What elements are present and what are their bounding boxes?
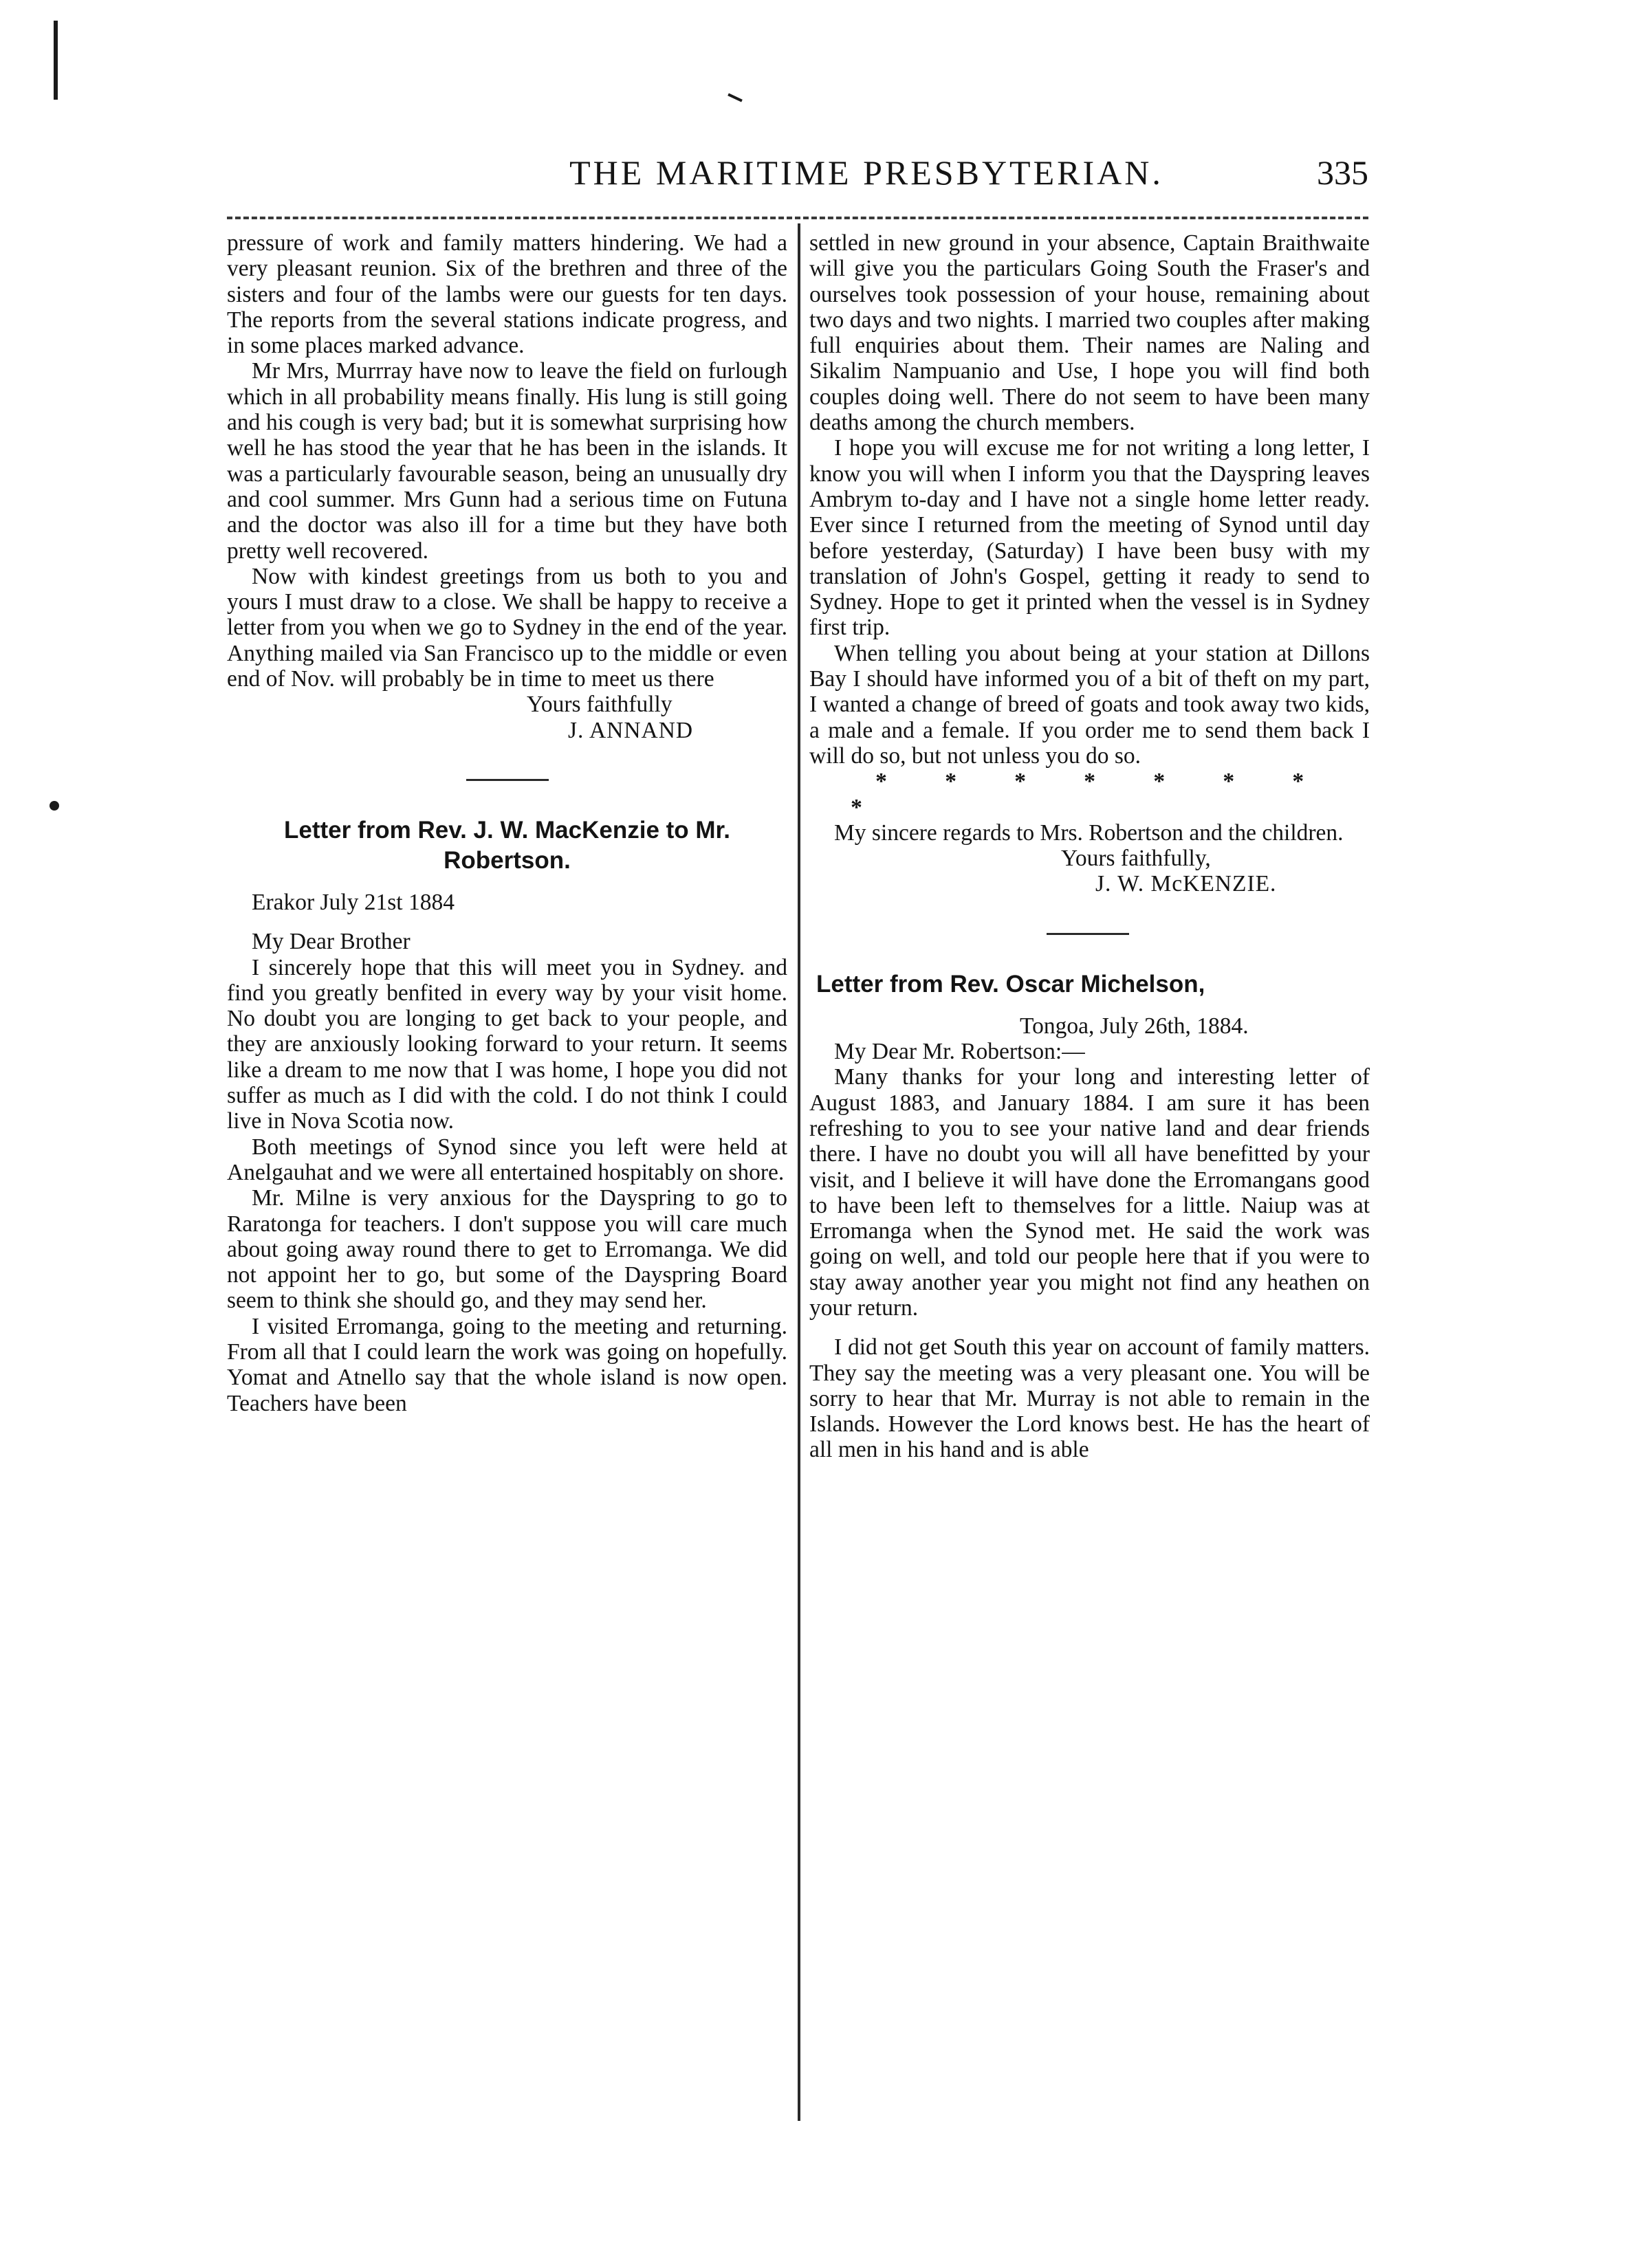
- scan-mark-top-left: [54, 21, 58, 100]
- paragraph: settled in new ground in your absence, Captain Braithwaite will give you the particulars Going South the Fraser's and ourselves took possession of your house, remaining about two days and two nights. I married two couples after making full enquiries about them. Their names are Naling and Sikalim Nampuanio and Use, I hope you will find both couples doing well. There do not seem to have been many deaths among the church members.: [809, 230, 1370, 436]
- sign-off: Yours faithfully,: [1061, 846, 1211, 872]
- column-divider: [798, 223, 800, 2121]
- paragraph: I did not get South this year on account of family matters. They say the meeting was a very pleasant one. You will be sorry to hear that Mr. Murray is not able to remain in the Islands. However the Lord knows best. He has the heart of all men in his hand and is able: [809, 1334, 1370, 1463]
- spacer: [227, 876, 787, 890]
- letter-heading: Letter from Rev. J. W. MacKenzie to Mr. Robertson.: [284, 816, 730, 874]
- sign-off: Yours faithfully: [527, 692, 673, 718]
- paragraph: Mr Mrs, Murrray have now to leave the field on furlough which in all probability means finally. His lung is still going and his cough is very bad; but it is somewhat surprising how well he has stood the year that he has been in the islands. It was a particularly favourable season, being an unusually dry and cool summer. Mrs Gunn had a serious time on Futuna and the doctor was also ill for a time but they have both pretty well recovered.: [227, 358, 787, 564]
- dateline: Erakor July 21st 1884: [252, 889, 455, 915]
- page-header: [227, 153, 1368, 201]
- section-divider: [466, 779, 549, 781]
- paragraph: My sincere regards to Mrs. Robertson and the children.: [834, 819, 1344, 846]
- paragraph: I visited Erromanga, going to the meeting and returning. From all that I could learn the work was going on hopefully. Yomat and Atnello say that the whole island is now open. Teachers have been: [227, 1313, 787, 1416]
- star: *: [1223, 769, 1235, 795]
- paragraph: Mr. Milne is very anxious for the Dayspring to go to Raratonga for teachers. I don't suppose you will care much about going away round there to get to Erromanga. We did not appoint her to go, but some of the Dayspring Board seem to think she should go, and they may send her.: [227, 1185, 787, 1314]
- paragraph: I hope you will excuse me for not writing a long letter, I know you will when I inform you that the Dayspring leaves Ambrym to-day and I have not a single home letter ready. Ever since I returned from the meeting of Synod until day before yesterday, (Saturday) I have been busy with my translation of John's Gospel, getting it ready to send to Sydney. Hope to get it printed when the vessel is in Sydney first trip.: [809, 435, 1370, 641]
- paragraph: Many thanks for your long and interesting letter of August 1883, and January 1884. I am sure it has been refreshing to you to see your native land and dear friends there. I have no doubt you will all have benefitted by your visit, and I believe it will have done the Erromangans good to have been left to themselves for a little. Naiup was at Erromanga when the Synod met. He said the work was going on well, and told our people here that if you were to stay away another year you might not find any heathen on your return.: [809, 1064, 1370, 1321]
- paragraph: pressure of work and family matters hindering. We had a very pleasant reunion. Six of the brethren and three of the sisters and four of the lambs were our guests for ten days. The reports from the several stations indicate progress, and in some places marked advance.: [227, 230, 787, 359]
- spacer: [809, 1321, 1370, 1334]
- signature: J. ANNAND: [568, 717, 694, 743]
- spacer: [809, 1000, 1370, 1013]
- right-column: [809, 230, 1370, 1463]
- star: *: [875, 769, 887, 795]
- header-rule: [227, 217, 1368, 219]
- scan-mark-top-center: [728, 93, 743, 102]
- paragraph: Both meetings of Synod since you left were held at Anelgauhat and we were all entertained hospitably on shore.: [227, 1134, 787, 1185]
- star: *: [1084, 769, 1096, 795]
- salutation: My Dear Brother: [252, 929, 411, 955]
- paragraph: When telling you about being at your station at Dillons Bay I should have informed you of a bit of theft on my part, I wanted a change of breed of goats and took away two kids, a male and a female. If you order me to send them back I will do so, but not unless you do so.: [809, 640, 1370, 769]
- star: *: [1153, 769, 1166, 795]
- signature: J. W. McKENZIE.: [1095, 871, 1277, 897]
- star: *: [851, 794, 862, 820]
- letter-heading: Letter from Rev. Oscar Michelson,: [816, 970, 1205, 998]
- paragraph: I sincerely hope that this will meet you in Sydney. and find you greatly benfited in every way by your visit home. No doubt you are longing to get back to your people, and they are anxiously looking forward to your return. It seems like a dream to me now that I was home, I hope you did not suffer as much as I did with the cold. I do not think I could live in Nova Scotia now.: [227, 954, 787, 1134]
- star: *: [1292, 769, 1304, 795]
- running-title: THE MARITIME PRESBYTERIAN.: [569, 153, 1163, 192]
- dateline: Tongoa, July 26th, 1884.: [1020, 1013, 1249, 1039]
- page-number: 335: [1317, 153, 1368, 192]
- spacer: [227, 915, 787, 929]
- star: *: [1014, 769, 1026, 795]
- star: *: [945, 769, 956, 795]
- paragraph: Now with kindest greetings from us both to you and yours I must draw to a close. We shall be happy to receive a letter from you when we go to Sydney in the end of the year. Anything mailed via San Francisco up to the middle or even end of Nov. will probably be in time to meet us there: [227, 563, 787, 692]
- left-column: [227, 230, 787, 1416]
- section-divider: [1047, 933, 1129, 935]
- scan-mark-left-dot: [50, 801, 59, 811]
- stars-separator: [809, 769, 1370, 820]
- salutation: My Dear Mr. Robertson:—: [834, 1039, 1085, 1065]
